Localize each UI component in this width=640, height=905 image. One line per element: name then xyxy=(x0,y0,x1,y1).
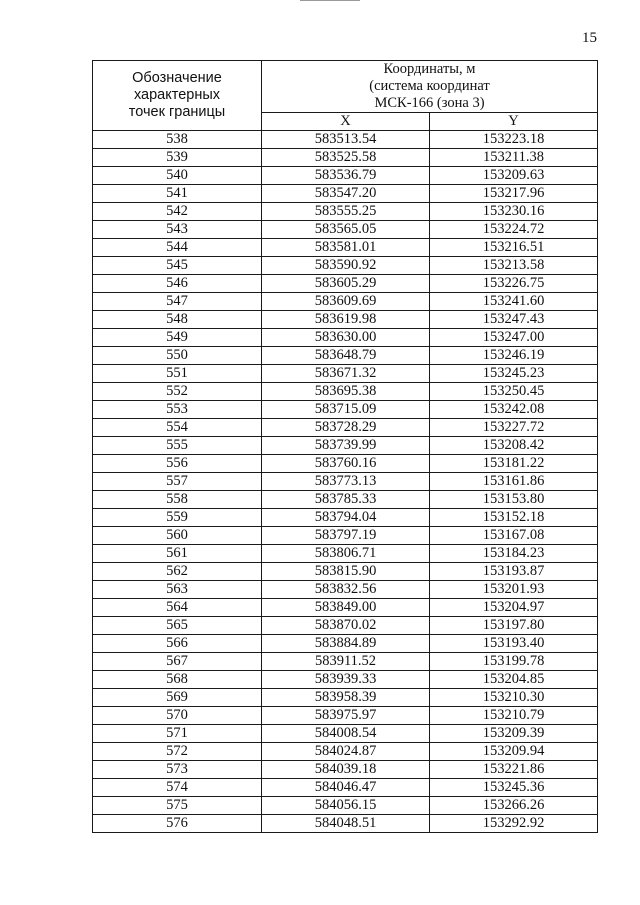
y-coordinate-cell: 153242.08 xyxy=(430,401,598,419)
x-coordinate-cell: 583728.29 xyxy=(262,419,430,437)
header-x: X xyxy=(262,113,430,131)
y-coordinate-cell: 153292.92 xyxy=(430,815,598,833)
point-cell: 551 xyxy=(93,365,262,383)
point-cell: 546 xyxy=(93,275,262,293)
table-row xyxy=(93,401,598,419)
point-cell: 542 xyxy=(93,203,262,221)
y-coordinate-cell: 153217.96 xyxy=(430,185,598,203)
y-coordinate-cell: 153241.60 xyxy=(430,293,598,311)
y-coordinate-cell: 153193.87 xyxy=(430,563,598,581)
x-coordinate-cell: 583785.33 xyxy=(262,491,430,509)
x-coordinate-cell: 583815.90 xyxy=(262,563,430,581)
y-coordinate-cell: 153245.23 xyxy=(430,365,598,383)
point-cell: 544 xyxy=(93,239,262,257)
table-header xyxy=(93,61,598,131)
x-coordinate-cell: 583832.56 xyxy=(262,581,430,599)
header-coords-line-1: Координаты, м xyxy=(383,61,476,77)
y-coordinate-cell: 153226.75 xyxy=(430,275,598,293)
x-coordinate-cell: 583975.97 xyxy=(262,707,430,725)
y-coordinate-cell: 153245.36 xyxy=(430,779,598,797)
point-cell: 573 xyxy=(93,761,262,779)
point-cell: 564 xyxy=(93,599,262,617)
point-cell: 566 xyxy=(93,635,262,653)
point-cell: 575 xyxy=(93,797,262,815)
y-coordinate-cell: 153153.80 xyxy=(430,491,598,509)
table-row xyxy=(93,365,598,383)
header-coords-line-2: (система координат xyxy=(369,78,490,94)
table-row xyxy=(93,275,598,293)
x-coordinate-cell: 583555.25 xyxy=(262,203,430,221)
table-row xyxy=(93,743,598,761)
y-coordinate-cell: 153250.45 xyxy=(430,383,598,401)
table-row xyxy=(93,599,598,617)
y-coordinate-cell: 153201.93 xyxy=(430,581,598,599)
point-cell: 540 xyxy=(93,167,262,185)
header-coords-line-3: МСК-166 (зона 3) xyxy=(374,95,485,111)
x-coordinate-cell: 583884.89 xyxy=(262,635,430,653)
point-cell: 574 xyxy=(93,779,262,797)
table-row xyxy=(93,725,598,743)
table-row xyxy=(93,707,598,725)
page-number: 15 xyxy=(582,30,597,46)
table-row xyxy=(93,257,598,275)
table-row xyxy=(93,293,598,311)
table-row xyxy=(93,419,598,437)
table-row xyxy=(93,581,598,599)
point-cell: 572 xyxy=(93,743,262,761)
header-y: Y xyxy=(430,113,598,131)
header-point-line-3: точек границы xyxy=(128,104,226,120)
point-cell: 548 xyxy=(93,311,262,329)
y-coordinate-cell: 153209.94 xyxy=(430,743,598,761)
point-cell: 568 xyxy=(93,671,262,689)
x-coordinate-cell: 583648.79 xyxy=(262,347,430,365)
table-row xyxy=(93,617,598,635)
header-row-top xyxy=(93,61,598,113)
x-coordinate-cell: 583958.39 xyxy=(262,689,430,707)
top-rule xyxy=(300,0,360,1)
y-coordinate-cell: 153210.79 xyxy=(430,707,598,725)
table-row xyxy=(93,149,598,167)
table-row xyxy=(93,167,598,185)
table-row xyxy=(93,203,598,221)
point-cell: 559 xyxy=(93,509,262,527)
point-cell: 570 xyxy=(93,707,262,725)
x-coordinate-cell: 583581.01 xyxy=(262,239,430,257)
point-cell: 538 xyxy=(93,131,262,149)
x-coordinate-cell: 584056.15 xyxy=(262,797,430,815)
y-coordinate-cell: 153211.38 xyxy=(430,149,598,167)
x-coordinate-cell: 583536.79 xyxy=(262,167,430,185)
point-cell: 550 xyxy=(93,347,262,365)
x-coordinate-cell: 584048.51 xyxy=(262,815,430,833)
x-coordinate-cell: 583547.20 xyxy=(262,185,430,203)
table-row xyxy=(93,491,598,509)
y-coordinate-cell: 153221.86 xyxy=(430,761,598,779)
table-row xyxy=(93,779,598,797)
x-coordinate-cell: 583806.71 xyxy=(262,545,430,563)
y-coordinate-cell: 153209.39 xyxy=(430,725,598,743)
x-coordinate-cell: 583565.05 xyxy=(262,221,430,239)
point-cell: 562 xyxy=(93,563,262,581)
y-coordinate-cell: 153197.80 xyxy=(430,617,598,635)
table-row xyxy=(93,671,598,689)
y-coordinate-cell: 153227.72 xyxy=(430,419,598,437)
x-coordinate-cell: 583849.00 xyxy=(262,599,430,617)
x-coordinate-cell: 583605.29 xyxy=(262,275,430,293)
y-coordinate-cell: 153247.00 xyxy=(430,329,598,347)
point-cell: 556 xyxy=(93,455,262,473)
table-row xyxy=(93,815,598,833)
point-cell: 547 xyxy=(93,293,262,311)
point-cell: 543 xyxy=(93,221,262,239)
table-row xyxy=(93,185,598,203)
table-row xyxy=(93,383,598,401)
x-coordinate-cell: 583513.54 xyxy=(262,131,430,149)
table-row xyxy=(93,635,598,653)
point-cell: 563 xyxy=(93,581,262,599)
table-row xyxy=(93,563,598,581)
point-cell: 541 xyxy=(93,185,262,203)
x-coordinate-cell: 583671.32 xyxy=(262,365,430,383)
point-cell: 557 xyxy=(93,473,262,491)
y-coordinate-cell: 153224.72 xyxy=(430,221,598,239)
point-cell: 565 xyxy=(93,617,262,635)
x-coordinate-cell: 583525.58 xyxy=(262,149,430,167)
table-row xyxy=(93,455,598,473)
coordinates-table xyxy=(92,60,598,833)
x-coordinate-cell: 583630.00 xyxy=(262,329,430,347)
point-cell: 571 xyxy=(93,725,262,743)
point-cell: 552 xyxy=(93,383,262,401)
y-coordinate-cell: 153193.40 xyxy=(430,635,598,653)
point-cell: 569 xyxy=(93,689,262,707)
point-cell: 545 xyxy=(93,257,262,275)
table-row xyxy=(93,797,598,815)
y-coordinate-cell: 153247.43 xyxy=(430,311,598,329)
x-coordinate-cell: 583590.92 xyxy=(262,257,430,275)
point-cell: 539 xyxy=(93,149,262,167)
x-coordinate-cell: 583773.13 xyxy=(262,473,430,491)
table-row xyxy=(93,239,598,257)
header-coordinates xyxy=(262,61,598,113)
x-coordinate-cell: 583911.52 xyxy=(262,653,430,671)
y-coordinate-cell: 153167.08 xyxy=(430,527,598,545)
y-coordinate-cell: 153152.18 xyxy=(430,509,598,527)
table-row xyxy=(93,527,598,545)
table-row xyxy=(93,311,598,329)
point-cell: 555 xyxy=(93,437,262,455)
y-coordinate-cell: 153181.22 xyxy=(430,455,598,473)
point-cell: 554 xyxy=(93,419,262,437)
y-coordinate-cell: 153230.16 xyxy=(430,203,598,221)
y-coordinate-cell: 153246.19 xyxy=(430,347,598,365)
table-row xyxy=(93,653,598,671)
x-coordinate-cell: 583870.02 xyxy=(262,617,430,635)
point-cell: 567 xyxy=(93,653,262,671)
y-coordinate-cell: 153204.85 xyxy=(430,671,598,689)
x-coordinate-cell: 583715.09 xyxy=(262,401,430,419)
x-coordinate-cell: 583797.19 xyxy=(262,527,430,545)
x-coordinate-cell: 584039.18 xyxy=(262,761,430,779)
header-point-designation xyxy=(93,61,262,131)
table-row xyxy=(93,131,598,149)
point-cell: 553 xyxy=(93,401,262,419)
y-coordinate-cell: 153199.78 xyxy=(430,653,598,671)
table-row xyxy=(93,221,598,239)
point-cell: 558 xyxy=(93,491,262,509)
point-cell: 560 xyxy=(93,527,262,545)
table-row xyxy=(93,761,598,779)
y-coordinate-cell: 153210.30 xyxy=(430,689,598,707)
x-coordinate-cell: 583609.69 xyxy=(262,293,430,311)
x-coordinate-cell: 584024.87 xyxy=(262,743,430,761)
table-row xyxy=(93,473,598,491)
y-coordinate-cell: 153204.97 xyxy=(430,599,598,617)
x-coordinate-cell: 584008.54 xyxy=(262,725,430,743)
table-row xyxy=(93,545,598,563)
x-coordinate-cell: 583619.98 xyxy=(262,311,430,329)
y-coordinate-cell: 153208.42 xyxy=(430,437,598,455)
point-cell: 549 xyxy=(93,329,262,347)
y-coordinate-cell: 153213.58 xyxy=(430,257,598,275)
y-coordinate-cell: 153209.63 xyxy=(430,167,598,185)
table-row xyxy=(93,329,598,347)
point-cell: 561 xyxy=(93,545,262,563)
table-row xyxy=(93,689,598,707)
header-point-line-2: характерных xyxy=(133,87,221,103)
y-coordinate-cell: 153184.23 xyxy=(430,545,598,563)
x-coordinate-cell: 583760.16 xyxy=(262,455,430,473)
x-coordinate-cell: 583739.99 xyxy=(262,437,430,455)
y-coordinate-cell: 153161.86 xyxy=(430,473,598,491)
point-cell: 576 xyxy=(93,815,262,833)
y-coordinate-cell: 153223.18 xyxy=(430,131,598,149)
x-coordinate-cell: 583939.33 xyxy=(262,671,430,689)
x-coordinate-cell: 584046.47 xyxy=(262,779,430,797)
header-point-line-1: Обозначение xyxy=(132,70,222,86)
y-coordinate-cell: 153266.26 xyxy=(430,797,598,815)
y-coordinate-cell: 153216.51 xyxy=(430,239,598,257)
table-body xyxy=(93,131,598,833)
table-row xyxy=(93,347,598,365)
table-row xyxy=(93,437,598,455)
x-coordinate-cell: 583695.38 xyxy=(262,383,430,401)
table-row xyxy=(93,509,598,527)
x-coordinate-cell: 583794.04 xyxy=(262,509,430,527)
